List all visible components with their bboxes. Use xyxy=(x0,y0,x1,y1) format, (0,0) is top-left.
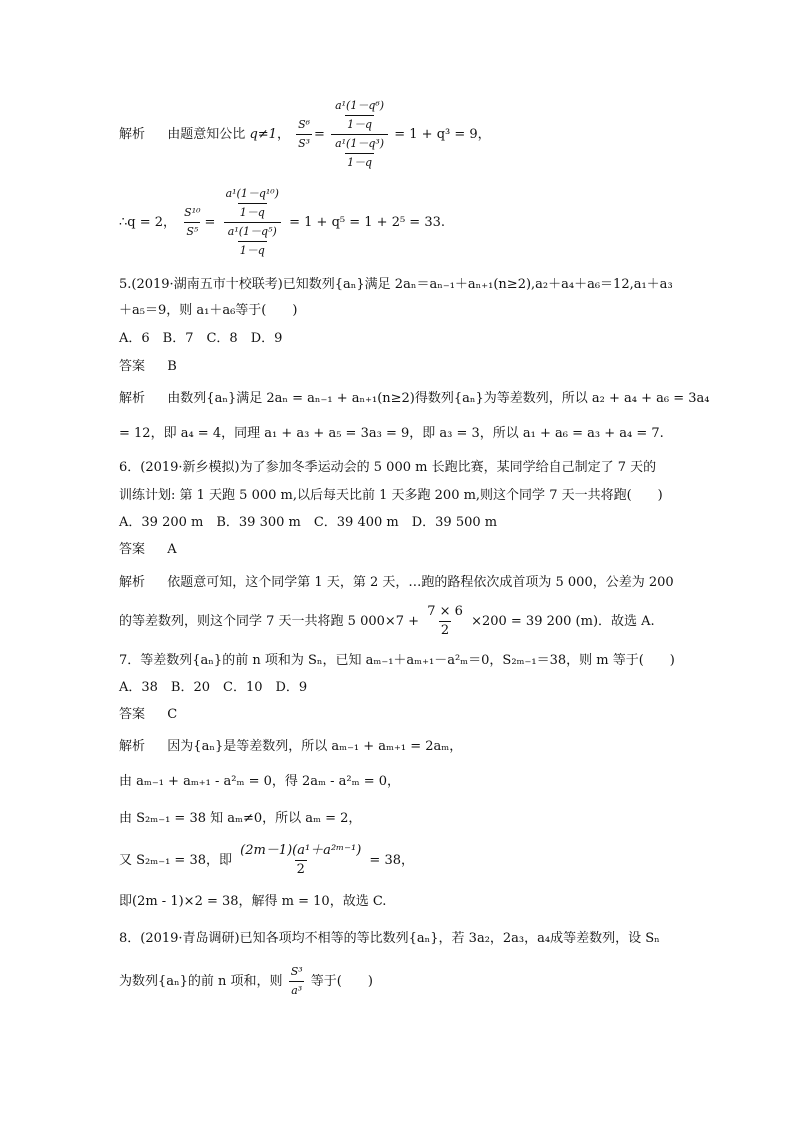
q4-line2-tail: = 1 + q⁵ = 1 + 2⁵ = 33. xyxy=(289,215,446,230)
q8-stem-line-2: 为数列{aₙ}的前 n 项和，则 $\frac{\text{S³}}{\text{a³}}$ 等于( ) xyxy=(119,965,373,997)
q6-answer-line xyxy=(119,541,177,559)
answer-label: 答案 xyxy=(119,707,146,722)
q5-solution-line-1: 解析 由数列{aₙ}满足 2aₙ = aₙ₋₁ + aₙ₊₁(n≥2)得数列{aₙ}为等差数列，所以 a₂ + a₄ + a₆ = 3a₄ xyxy=(119,391,710,406)
q5-answer: B xyxy=(167,359,177,374)
q7-solution-line-4: 又 S₂ₘ₋₁ = 38，即 $\frac{\text{(2m－1)(a¹＋a²ᵐ⁻¹)}}{2}$ = 38， xyxy=(119,843,414,877)
analysis-label: 解析 xyxy=(119,391,146,406)
q7-answer-line xyxy=(119,706,177,724)
ratio-s10-s5: $\frac{\text{S¹⁰}}{\text{S⁵}}$ xyxy=(184,206,201,238)
analysis-label: 解析 xyxy=(119,575,146,590)
ratio-s6-s3: $\frac{\text{S⁶}}{\text{S³}}$ xyxy=(298,118,311,150)
q7-solution-line-3: 由 S₂ₘ₋₁ = 38 知 aₘ≠0，所以 aₘ = 2， xyxy=(119,811,362,826)
q5-answer-line xyxy=(119,358,177,376)
q5-options: A．6 B．7 C．8 D．9 xyxy=(119,331,283,346)
q4-solution-line-1: 解析 由题意知公比 q≠1， $\frac{\text{S⁶}}{\text{S³}}$ = $\frac{\frac{\text{a¹(1－q⁶)}}{1-q}}{\frac{\text{a¹(1－q³)}}{1-q}}$ = 1 + q³ = 9， xyxy=(119,99,491,169)
answer-label: 答案 xyxy=(119,542,146,557)
q7-solution-line-5: 即(2m - 1)×2 = 38，解得 m = 10，故选 C. xyxy=(119,894,387,909)
q7-answer: C xyxy=(167,707,178,722)
q7-stem-line-1: 7．等差数列{aₙ}的前 n 项和为 Sₙ，已知 aₘ₋₁＋aₘ₊₁－a²ₘ＝0，S₂ₘ₋₁＝38，则 m 等于( ) xyxy=(119,653,675,668)
q4-condition: q≠1 xyxy=(249,127,277,142)
q7-solution-line-2: 由 aₘ₋₁ + aₘ₊₁ - a²ₘ = 0，得 2aₘ - a²ₘ = 0， xyxy=(119,774,401,789)
q7-options: A．38 B．20 C．10 D．9 xyxy=(119,680,308,695)
q5-stem-line-2: ＋a₅＝9，则 a₁＋a₆等于( ) xyxy=(119,303,298,318)
compound-fraction-q10: $\frac{\frac{\text{a¹(1－q¹⁰)}}{1-q}}{\frac{\text{a¹(1－q⁵)}}{1-q}}$ xyxy=(225,187,279,257)
sum-formula-fraction: $\frac{\text{(2m－1)(a¹＋a²ᵐ⁻¹)}}{2}$ xyxy=(240,843,362,877)
q6-solution-line-2: 的等差数列，则这个同学 7 天一共将跑 5 000×7 + $\frac{7 \times 6}{2}$ ×200 = 39 200 (m)．故选 A. xyxy=(119,604,655,638)
q8-stem-line-1: 8．(2019·青岛调研)已知各项均不相等的等比数列{aₙ}，若 3a₂，2a₃，a₄成等差数列，设 Sₙ xyxy=(119,931,660,946)
q4-line2-head: ∴q = 2， xyxy=(119,215,177,230)
fraction-s3-over-a3: $\frac{\text{S³}}{\text{a³}}$ xyxy=(290,965,303,997)
answer-label: 答案 xyxy=(119,359,146,374)
q6-stem-line-1: 6．(2019·新乡模拟)为了参加冬季运动会的 5 000 m 长跑比赛，某同学给自己制定了 7 天的 xyxy=(119,460,657,475)
q7-solution-line-1: 解析 因为{aₙ}是等差数列，所以 aₘ₋₁ + aₘ₊₁ = 2aₘ， xyxy=(119,739,463,754)
q6-stem-line-2: 训练计划: 第 1 天跑 5 000 m,以后每天比前 1 天多跑 200 m,则这个同学 7 天一共将跑( ) xyxy=(119,488,663,503)
q4-intro: 由题意知公比 xyxy=(167,127,246,142)
q6-solution-line-1: 解析 依题意可知，这个同学第 1 天，第 2 天，…跑的路程依次成首项为 5 000，公差为 200 xyxy=(119,575,674,590)
q5-stem-line-1: 5.(2019·湖南五市十校联考)已知数列{aₙ}满足 2aₙ＝aₙ₋₁＋aₙ₊₁(n≥2),a₂＋a₄＋a₆＝12,a₁＋a₃ xyxy=(119,277,673,292)
q4-solution-line-2: ∴q = 2， $\frac{\text{S¹⁰}}{\text{S⁵}}$ = $\frac{\frac{\text{a¹(1－q¹⁰)}}{1-q}}{\frac{\text{a¹(1－q⁵)}}{1-q}}$ = 1 + q⁵ = 1 + 2⁵ = 33. xyxy=(119,187,446,257)
q4-line1-tail: = 1 + q³ = 9， xyxy=(394,127,491,142)
analysis-label: 解析 xyxy=(119,739,146,754)
compound-fraction-q6: $\frac{\frac{\text{a¹(1－q⁶)}}{1-q}}{\frac{\text{a¹(1－q³)}}{1-q}}$ xyxy=(331,98,388,171)
q5-solution-line-2: = 12，即 a₄ = 4，同理 a₁ + a₃ + a₅ = 3a₃ = 9，即 a₃ = 3，所以 a₁ + a₆ = a₃ + a₄ = 7. xyxy=(119,426,664,441)
fraction-7x6-over-2: $\frac{7 \times 6}{2}$ xyxy=(427,604,463,638)
q6-options: A．39 200 m B．39 300 m C．39 400 m D．39 500 m xyxy=(119,515,498,530)
analysis-label: 解析 xyxy=(119,127,146,142)
q6-answer: A xyxy=(167,542,177,557)
